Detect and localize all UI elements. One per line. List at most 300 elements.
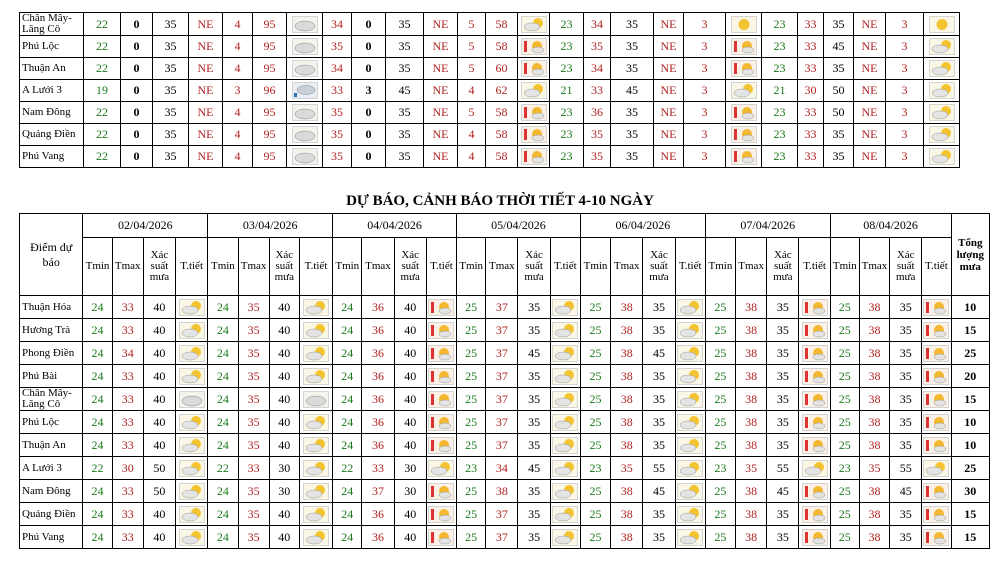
rain-probability-cell: 35 [518, 503, 550, 526]
cloud-weather-icon [287, 148, 322, 165]
hot-weather-icon [726, 38, 761, 55]
rain-probability-cell: 40 [269, 319, 299, 342]
hot-weather-icon [427, 368, 456, 385]
cloudsun-weather-icon [300, 345, 332, 362]
cloudsun-weather-icon [676, 391, 705, 408]
tmin-cell: 25 [830, 434, 859, 457]
tmin-cell: 25 [457, 365, 486, 388]
weather-cell [299, 388, 332, 411]
tmin-cell: 25 [580, 434, 610, 457]
weather-cell [176, 365, 208, 388]
header-date: 07/04/2026 [705, 214, 830, 238]
value-cell: 3 [684, 36, 726, 58]
rain-probability-cell: 40 [269, 388, 299, 411]
tmin-cell: 25 [457, 411, 486, 434]
header-date: 04/04/2026 [333, 214, 457, 238]
cloudsun-weather-icon [676, 345, 705, 362]
value-cell: 3 [886, 13, 924, 36]
header-rain-probability: Xác suất mưa [767, 238, 799, 296]
header-weather: T.tiết [799, 238, 830, 296]
cloudsun-weather-icon [176, 345, 207, 362]
header-tmax: Tmax [486, 238, 518, 296]
header-rain-probability: Xác suất mưa [143, 238, 175, 296]
value-cell: 58 [486, 102, 518, 124]
weather-cell [726, 146, 762, 168]
tmin-cell: 24 [83, 388, 112, 411]
table-row [20, 58, 960, 80]
header-rain-probability: Xác suất mưa [269, 238, 299, 296]
weather-cell [726, 102, 762, 124]
tmax-cell: 36 [362, 296, 394, 319]
value-cell: NE [854, 124, 886, 146]
tmin-cell: 25 [580, 296, 610, 319]
rain-probability-cell: 40 [269, 365, 299, 388]
hot-weather-icon [799, 368, 829, 385]
value-cell: NE [854, 36, 886, 58]
value-cell: 0 [352, 36, 386, 58]
hot-weather-icon [427, 506, 456, 523]
tmax-cell: 33 [112, 296, 143, 319]
tmax-cell: 38 [736, 526, 767, 549]
value-cell: 58 [486, 13, 518, 36]
weather-cell [799, 365, 830, 388]
weather-cell [922, 434, 951, 457]
tmin-cell: 25 [580, 342, 610, 365]
weather-cell [176, 457, 208, 480]
value-cell: 35 [386, 58, 424, 80]
cloudsun-weather-icon [676, 483, 705, 500]
value-cell: 35 [323, 124, 352, 146]
tmin-cell: 23 [457, 457, 486, 480]
cloudsun-weather-icon [726, 82, 761, 99]
value-cell: 21 [550, 80, 584, 102]
tmax-cell: 35 [238, 411, 269, 434]
header-date: 05/04/2026 [457, 214, 581, 238]
tmin-cell: 25 [457, 434, 486, 457]
weather-cell [287, 80, 323, 102]
value-cell: 23 [550, 58, 584, 80]
weather-cell [675, 296, 705, 319]
tmax-cell: 38 [859, 296, 889, 319]
weather-cell [426, 388, 456, 411]
value-cell: 3 [886, 80, 924, 102]
value-cell: 35 [611, 36, 654, 58]
value-cell: 5 [458, 58, 486, 80]
weather-cell [675, 342, 705, 365]
tmax-cell: 36 [362, 319, 394, 342]
weather-cell [922, 342, 951, 365]
tmin-cell: 25 [830, 526, 859, 549]
tmax-cell: 33 [112, 388, 143, 411]
hot-weather-icon [518, 126, 549, 143]
cloudsun-weather-icon [176, 437, 207, 454]
tmax-cell: 37 [486, 319, 518, 342]
rain-probability-cell: 35 [518, 526, 550, 549]
table-row [20, 434, 990, 457]
weather-cell [924, 124, 960, 146]
value-cell: 0 [121, 102, 153, 124]
value-cell: 0 [121, 58, 153, 80]
station-name: Nam Đông [20, 480, 83, 503]
weather-cell [922, 411, 951, 434]
value-cell: NE [654, 102, 684, 124]
weather-cell [176, 319, 208, 342]
rain-probability-cell: 30 [394, 457, 426, 480]
hot-weather-icon [518, 60, 549, 77]
tmax-cell: 38 [736, 503, 767, 526]
tmax-cell: 37 [486, 365, 518, 388]
tmin-cell: 25 [830, 503, 859, 526]
rain-probability-cell: 35 [518, 411, 550, 434]
weather-cell [550, 342, 580, 365]
weather-cell [675, 434, 705, 457]
rain-probability-cell: 40 [143, 411, 175, 434]
value-cell: 0 [352, 146, 386, 168]
tmin-cell: 24 [83, 434, 112, 457]
weather-cell [550, 365, 580, 388]
tmin-cell: 23 [580, 457, 610, 480]
station-name: Nam Đông [20, 102, 84, 124]
rain-probability-cell: 40 [394, 434, 426, 457]
station-name: Quảng Điền [20, 503, 83, 526]
value-cell: 35 [153, 80, 189, 102]
hot-weather-icon [922, 483, 950, 500]
value-cell: NE [854, 146, 886, 168]
weather-cell [550, 526, 580, 549]
weather-cell [924, 80, 960, 102]
total-rain-cell: 15 [951, 503, 989, 526]
hot-weather-icon [799, 437, 829, 454]
rain-probability-cell: 45 [518, 342, 550, 365]
value-cell: 0 [121, 13, 153, 36]
value-cell: 4 [223, 36, 253, 58]
header-date: 02/04/2026 [83, 214, 208, 238]
header-weather: T.tiết [176, 238, 208, 296]
tmin-cell: 25 [830, 365, 859, 388]
total-rain-cell: 10 [951, 296, 989, 319]
value-cell: 5 [458, 36, 486, 58]
rain-probability-cell: 35 [890, 319, 922, 342]
cloudsun-weather-icon [551, 368, 580, 385]
rain-probability-cell: 35 [643, 411, 675, 434]
cloudsun-weather-icon [551, 322, 580, 339]
table-row [20, 526, 990, 549]
value-cell: 33 [798, 36, 824, 58]
value-cell: 35 [386, 13, 424, 36]
rain-probability-cell: 35 [767, 411, 799, 434]
value-cell: 60 [486, 58, 518, 80]
value-cell: 35 [584, 36, 611, 58]
value-cell: NE [424, 80, 458, 102]
value-cell: NE [654, 36, 684, 58]
value-cell: 50 [824, 80, 854, 102]
table-row [20, 388, 990, 411]
tmax-cell: 37 [486, 503, 518, 526]
value-cell: 0 [121, 36, 153, 58]
table-row [20, 411, 990, 434]
weather-cell [299, 411, 332, 434]
value-cell: 23 [550, 146, 584, 168]
tmax-cell: 38 [486, 480, 518, 503]
value-cell: 35 [611, 124, 654, 146]
weather-cell [924, 102, 960, 124]
rain-probability-cell: 40 [269, 342, 299, 365]
tmax-cell: 35 [238, 296, 269, 319]
tmin-cell: 25 [705, 365, 735, 388]
tmin-cell: 24 [208, 411, 238, 434]
cloudsun-weather-icon [551, 483, 580, 500]
value-cell: NE [424, 124, 458, 146]
value-cell: 45 [824, 36, 854, 58]
weather-cell [287, 102, 323, 124]
value-cell: 23 [762, 146, 798, 168]
value-cell: 58 [486, 36, 518, 58]
tmin-cell: 24 [208, 342, 238, 365]
hot-weather-icon [799, 345, 829, 362]
rain-probability-cell: 35 [518, 388, 550, 411]
weather-cell [922, 503, 951, 526]
weather-cell [675, 457, 705, 480]
rain-probability-cell: 45 [890, 480, 922, 503]
weather-cell [426, 411, 456, 434]
header-rain-probability: Xác suất mưa [394, 238, 426, 296]
rain-probability-cell: 40 [269, 296, 299, 319]
header-tmin: Tmin [333, 238, 362, 296]
tmax-cell: 37 [486, 342, 518, 365]
weather-cell [799, 434, 830, 457]
tmin-cell: 24 [83, 503, 112, 526]
tmax-cell: 36 [362, 526, 394, 549]
tmax-cell: 35 [238, 319, 269, 342]
tmin-cell: 25 [705, 411, 735, 434]
tmax-cell: 38 [736, 388, 767, 411]
tmax-cell: 33 [112, 434, 143, 457]
rain-probability-cell: 40 [394, 503, 426, 526]
hot-weather-icon [922, 299, 950, 316]
weather-cell [176, 411, 208, 434]
cloudsun-weather-icon [551, 391, 580, 408]
hot-weather-icon [922, 529, 950, 546]
rain-probability-cell: 35 [643, 526, 675, 549]
hot-weather-icon [922, 437, 950, 454]
value-cell: 35 [323, 102, 352, 124]
value-cell: 3 [684, 146, 726, 168]
tmax-cell: 38 [611, 526, 643, 549]
table-row [20, 365, 990, 388]
weather-cell [426, 342, 456, 365]
total-rain-cell: 25 [951, 457, 989, 480]
tmin-cell: 25 [705, 503, 735, 526]
weather-cell [426, 296, 456, 319]
table-row [20, 296, 990, 319]
value-cell: 4 [458, 146, 486, 168]
table-row [20, 503, 990, 526]
tmin-cell: 24 [208, 526, 238, 549]
tmin-cell: 24 [208, 480, 238, 503]
cloudsun-weather-icon [551, 414, 580, 431]
rain-probability-cell: 35 [767, 526, 799, 549]
cloudsun-weather-icon [300, 483, 332, 500]
cloudsun-weather-icon [924, 60, 959, 77]
value-cell: 4 [458, 124, 486, 146]
weather-cell [426, 365, 456, 388]
value-cell: NE [854, 80, 886, 102]
tmin-cell: 24 [333, 388, 362, 411]
rain-probability-cell: 55 [890, 457, 922, 480]
tmax-cell: 36 [362, 434, 394, 457]
rain-probability-cell: 35 [643, 434, 675, 457]
tmax-cell: 37 [486, 296, 518, 319]
hot-weather-icon [922, 368, 950, 385]
rain-probability-cell: 35 [767, 388, 799, 411]
rain-probability-cell: 35 [890, 503, 922, 526]
value-cell: 22 [84, 146, 121, 168]
value-cell: 35 [824, 13, 854, 36]
tmax-cell: 36 [362, 365, 394, 388]
weather-cell [550, 296, 580, 319]
tmin-cell: 22 [333, 457, 362, 480]
value-cell: 0 [121, 124, 153, 146]
value-cell: 95 [253, 58, 287, 80]
tmax-cell: 35 [238, 526, 269, 549]
weather-cell [299, 342, 332, 365]
tmin-cell: 25 [457, 319, 486, 342]
weather-cell [299, 365, 332, 388]
station-name: A Lưới 3 [20, 457, 83, 480]
header-rain-probability: Xác suất mưa [890, 238, 922, 296]
hot-weather-icon [799, 506, 829, 523]
weather-cell [287, 36, 323, 58]
weather-cell [299, 503, 332, 526]
value-cell: 5 [458, 102, 486, 124]
weather-cell [924, 146, 960, 168]
tmin-cell: 25 [705, 434, 735, 457]
weather-cell [924, 13, 960, 36]
value-cell: 35 [153, 146, 189, 168]
rain-weather-icon [287, 82, 322, 99]
value-cell: 33 [798, 58, 824, 80]
header-station: Điểm dự báo [20, 214, 83, 296]
rain-probability-cell: 55 [643, 457, 675, 480]
rain-probability-cell: 40 [394, 365, 426, 388]
tmin-cell: 24 [333, 365, 362, 388]
value-cell: 3 [223, 80, 253, 102]
value-cell: 22 [84, 102, 121, 124]
tmax-cell: 37 [486, 526, 518, 549]
rain-probability-cell: 40 [143, 319, 175, 342]
total-rain-cell: 15 [951, 526, 989, 549]
hot-weather-icon [799, 391, 829, 408]
value-cell: NE [854, 102, 886, 124]
weather-cell [426, 503, 456, 526]
rain-probability-cell: 35 [643, 503, 675, 526]
value-cell: 3 [684, 80, 726, 102]
tmin-cell: 24 [333, 319, 362, 342]
value-cell: 23 [762, 13, 798, 36]
weather-cell [299, 480, 332, 503]
rain-probability-cell: 40 [143, 365, 175, 388]
rain-probability-cell: 35 [643, 388, 675, 411]
tmax-cell: 36 [362, 411, 394, 434]
station-name: Chân Mây-Lăng Cô [20, 13, 84, 36]
value-cell: 22 [84, 124, 121, 146]
tmin-cell: 24 [83, 319, 112, 342]
header-tmin: Tmin [457, 238, 486, 296]
tmax-cell: 34 [486, 457, 518, 480]
sun-weather-icon [726, 16, 761, 33]
hot-weather-icon [427, 299, 456, 316]
cloudsun-weather-icon [551, 529, 580, 546]
tmax-cell: 37 [486, 434, 518, 457]
tmax-cell: 38 [859, 319, 889, 342]
value-cell: 35 [584, 124, 611, 146]
rain-probability-cell: 35 [767, 296, 799, 319]
header-tmax: Tmax [859, 238, 889, 296]
cloudsun-weather-icon [300, 437, 332, 454]
rain-probability-cell: 45 [518, 457, 550, 480]
tmax-cell: 35 [736, 457, 767, 480]
weather-cell [799, 457, 830, 480]
hot-weather-icon [427, 437, 456, 454]
value-cell: 62 [486, 80, 518, 102]
tmin-cell: 25 [705, 480, 735, 503]
cloud-weather-icon [287, 126, 322, 143]
tmax-cell: 38 [736, 365, 767, 388]
header-tmin: Tmin [208, 238, 238, 296]
weather-cell [518, 146, 550, 168]
cloudsun-weather-icon [300, 368, 332, 385]
value-cell: 35 [386, 124, 424, 146]
hot-weather-icon [518, 38, 549, 55]
value-cell: 3 [684, 13, 726, 36]
tmax-cell: 38 [859, 365, 889, 388]
value-cell: NE [654, 146, 684, 168]
cloudsun-weather-icon [300, 414, 332, 431]
weather-cell [922, 457, 951, 480]
rain-probability-cell: 40 [143, 342, 175, 365]
table-row [20, 342, 990, 365]
weather-cell [176, 388, 208, 411]
weather-cell [176, 434, 208, 457]
cloudsun-weather-icon [551, 506, 580, 523]
value-cell: NE [424, 102, 458, 124]
tmin-cell: 24 [83, 411, 112, 434]
weather-cell [518, 124, 550, 146]
value-cell: 3 [684, 102, 726, 124]
weather-cell [176, 526, 208, 549]
rain-probability-cell: 40 [143, 296, 175, 319]
tmin-cell: 25 [457, 480, 486, 503]
value-cell: 35 [824, 146, 854, 168]
hot-weather-icon [518, 104, 549, 121]
rain-probability-cell: 35 [518, 365, 550, 388]
station-name: Phú Lộc [20, 36, 84, 58]
rain-probability-cell: 50 [143, 480, 175, 503]
cloudsun-weather-icon [300, 529, 332, 546]
cloudsun-weather-icon [924, 126, 959, 143]
value-cell: 35 [824, 124, 854, 146]
rain-probability-cell: 45 [767, 480, 799, 503]
cloudsun-weather-icon [551, 345, 580, 362]
cloudsun-weather-icon [176, 483, 207, 500]
rain-probability-cell: 40 [269, 411, 299, 434]
header-weather: T.tiết [922, 238, 951, 296]
weather-cell [299, 526, 332, 549]
tmax-cell: 35 [859, 457, 889, 480]
value-cell: NE [854, 13, 886, 36]
forecast-title: DỰ BÁO, CẢNH BÁO THỜI TIẾT 4-10 NGÀY [346, 193, 654, 209]
forecast-4-10-day-table [19, 213, 990, 549]
